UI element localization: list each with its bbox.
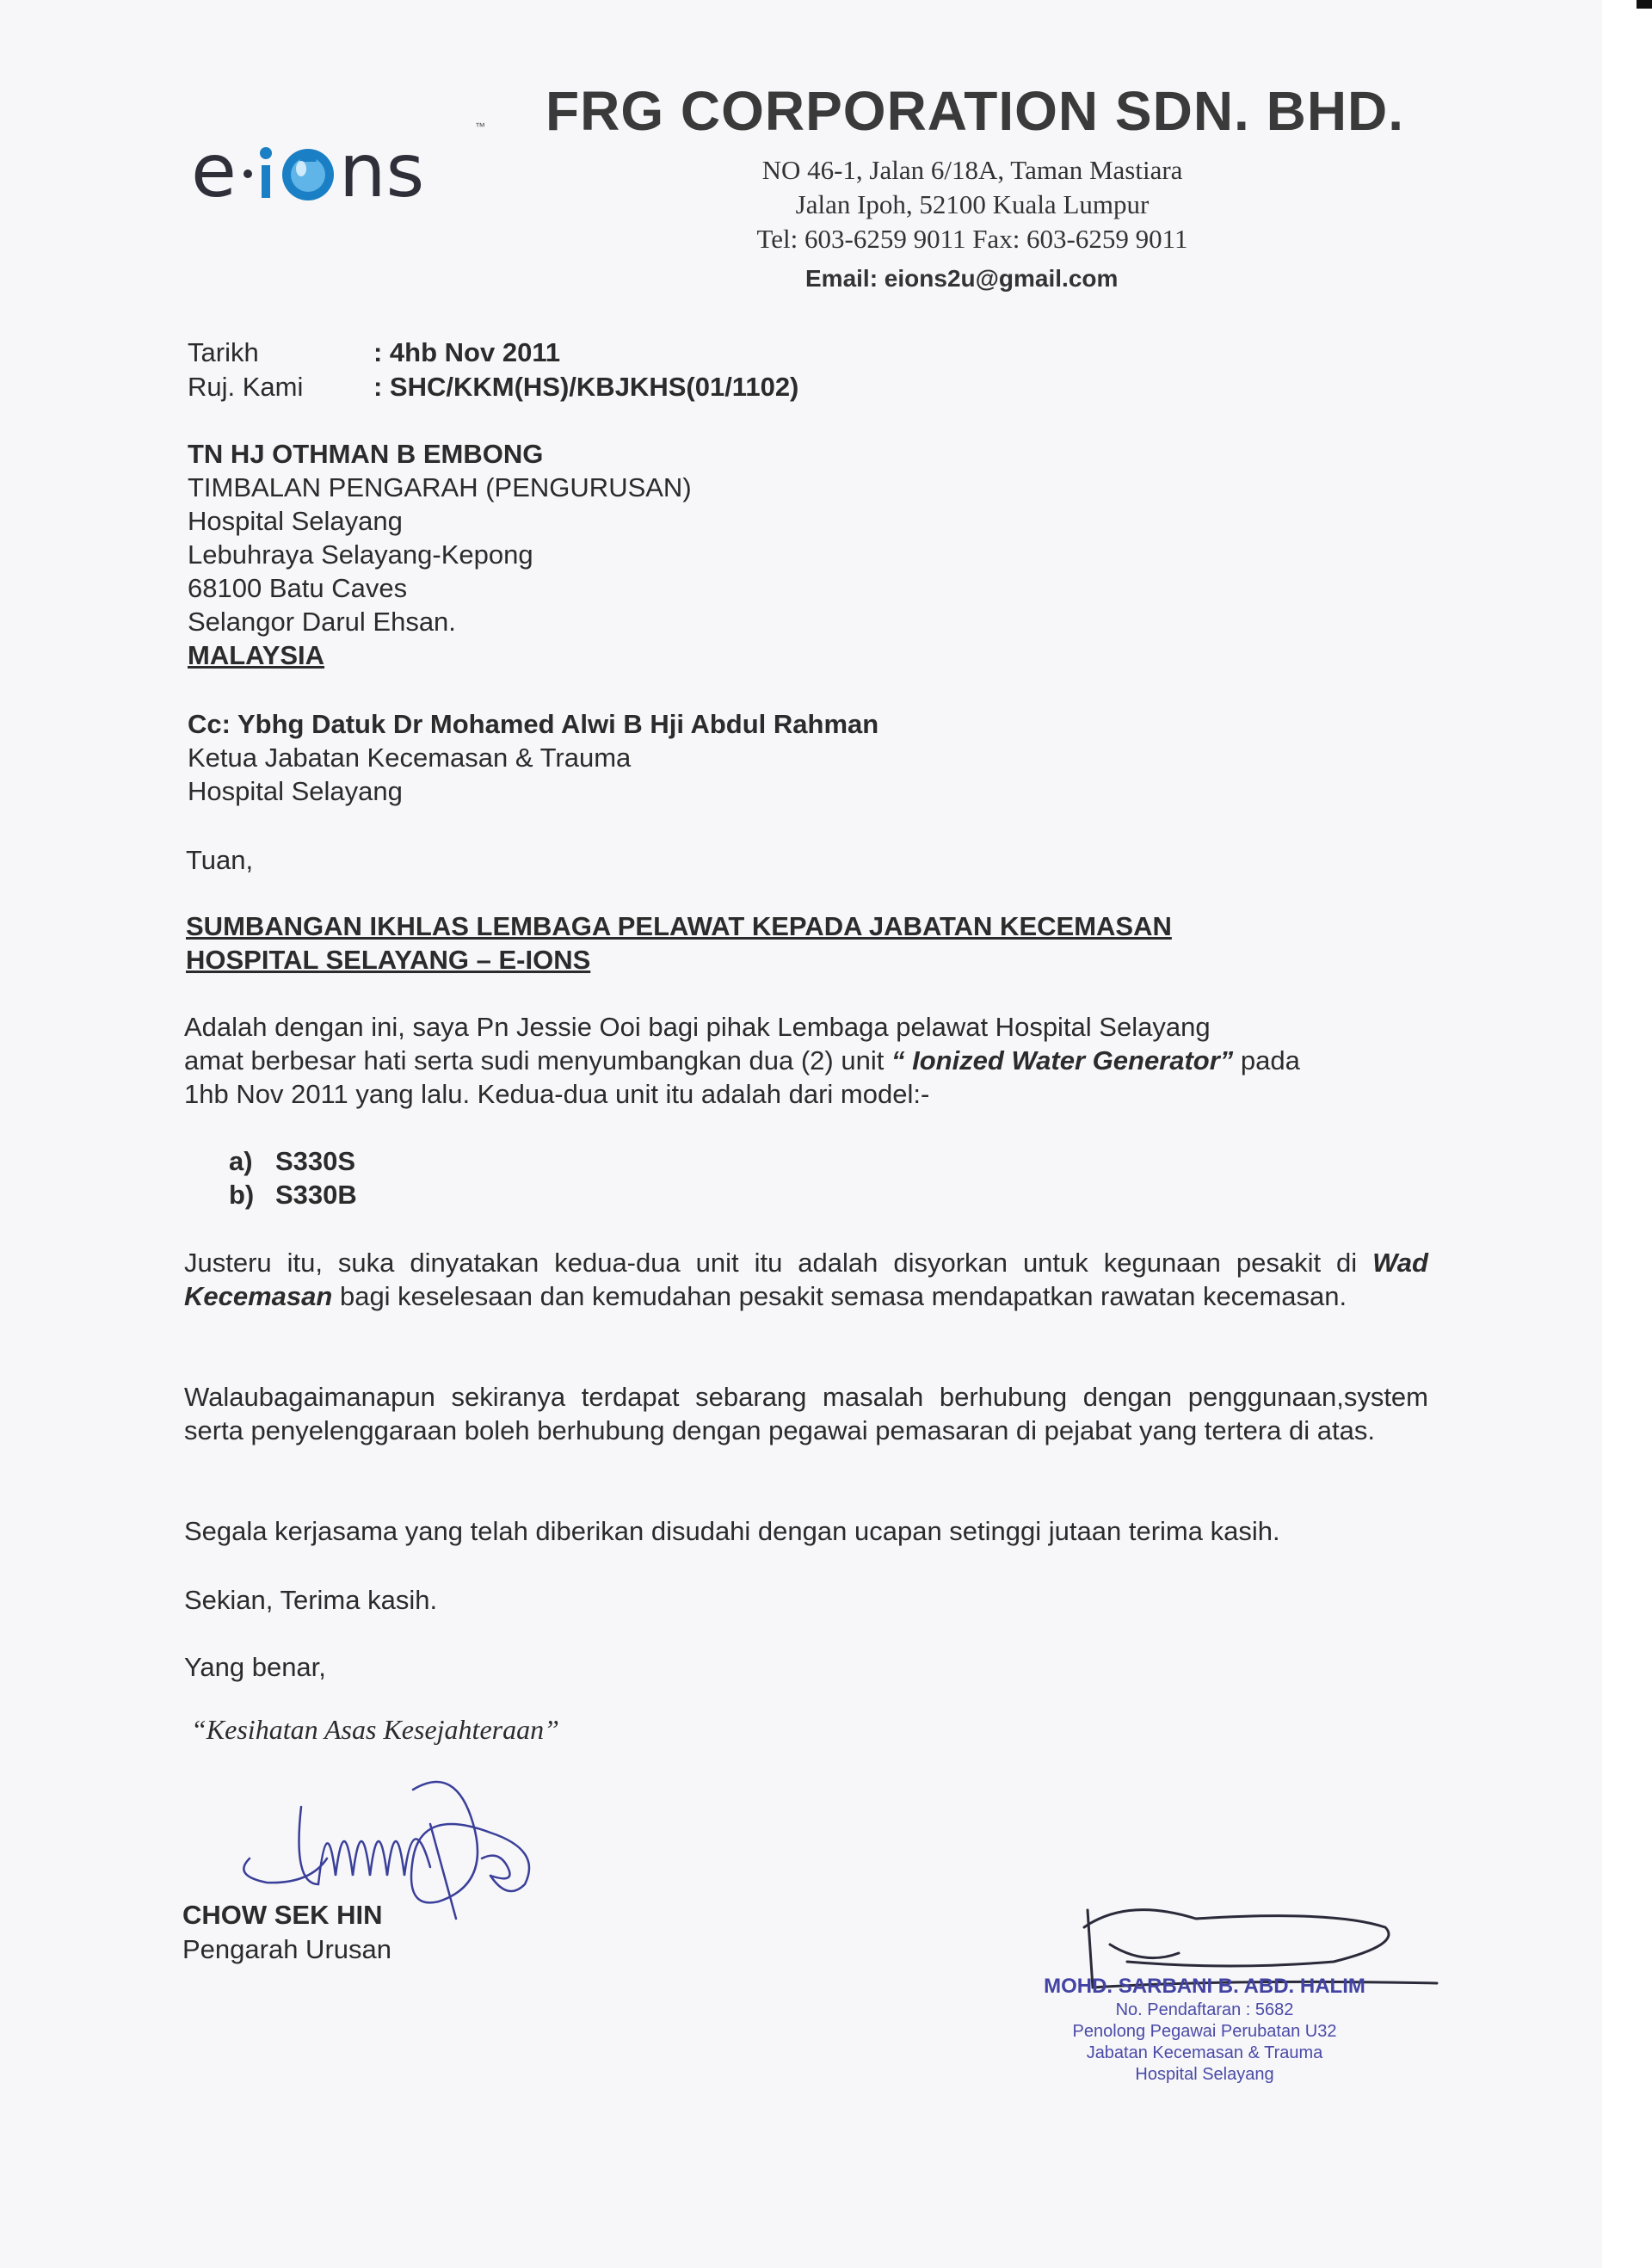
svg-text:ns: ns — [339, 128, 425, 214]
date-row — [188, 337, 560, 368]
model-name: S330B — [275, 1180, 357, 1210]
cc-line: Hospital Selayang — [188, 776, 403, 806]
model-item — [229, 1144, 355, 1178]
body-text: Justeru itu, suka dinyatakan kedua-dua unit itu adalah disyorkan untuk kegunaan pesakit di — [184, 1248, 1373, 1278]
company-email: Email: eions2u@gmail.com — [805, 265, 1119, 292]
body-paragraph-1-line-3: 1hb Nov 2011 yang lalu. Kedua-dua unit itu adalah dari model:- — [184, 1079, 930, 1109]
model-item — [229, 1178, 357, 1211]
recipient-line: Hospital Selayang — [188, 506, 403, 536]
phone-fax: Tel: 603-6259 9011 Fax: 603-6259 9011 — [756, 224, 1188, 254]
company-name: FRG CORPORATION SDN. BHD. — [546, 80, 1405, 142]
cc-name: Cc: Ybhg Datuk Dr Mohamed Alwi B Hji Abdul Rahman — [188, 709, 879, 739]
svg-text:e: e — [191, 128, 237, 214]
salutation: Tuan, — [186, 845, 254, 875]
subject-line-1: SUMBANGAN IKHLAS LEMBAGA PELAWAT KEPADA JABATAN KECEMASAN — [186, 911, 1172, 941]
scan-corner-mark — [1637, 0, 1652, 9]
signatory-title: Pengarah Urusan — [182, 1934, 391, 1964]
stamp-position: Penolong Pegawai Perubatan U32 — [1072, 2022, 1337, 2041]
date-label: Tarikh — [188, 337, 259, 367]
ward-name: Wad Kecemasan — [184, 1248, 1428, 1311]
date-value: : 4hb Nov 2011 — [373, 337, 561, 367]
body-paragraph-1-line-2 — [184, 1044, 1300, 1077]
closing: Yang benar, — [184, 1652, 326, 1682]
company-motto: “Kesihatan Asas Kesejahteraan” — [191, 1714, 559, 1745]
recipient-name: TN HJ OTHMAN B EMBONG — [188, 439, 544, 469]
eions-logo — [191, 120, 484, 215]
eions-logo-graphic — [191, 120, 484, 215]
recipient-line: TIMBALAN PENGARAH (PENGURUSAN) — [188, 472, 692, 502]
recipient-line: Lebuhraya Selayang-Kepong — [188, 539, 533, 570]
body-paragraph-5: Sekian, Terima kasih. — [184, 1585, 438, 1615]
trademark-mark: ™ — [475, 120, 485, 133]
stamp-registration: No. Pendaftaran : 5682 — [1115, 2000, 1294, 2019]
body-paragraph-4: Segala kerjasama yang telah diberikan disudahi dengan ucapan setinggi jutaan terima kasih. — [184, 1516, 1280, 1546]
body-text: bagi keselesaan dan kemudahan pesakit semasa mendapatkan rawatan kecemasan. — [332, 1281, 1347, 1311]
recipient-line: Selangor Darul Ehsan. — [188, 607, 456, 637]
stamp-department: Jabatan Kecemasan & Trauma — [1086, 2043, 1323, 2062]
subject-line-2: HOSPITAL SELAYANG – E-IONS — [186, 945, 591, 975]
stamp-officer-name: MOHD. SARBANI B. ABD. HALIM — [1044, 1975, 1365, 1998]
body-paragraph-3: Walaubagaimanapun sekiranya terdapat sebarang masalah berhubung dengan penggunaan,system serta penyelenggaraan boleh berhubung dengan pegawai pemasaran di pejabat yang tertera di atas. — [184, 1382, 1428, 1445]
body-text: pada — [1233, 1045, 1300, 1075]
body-paragraph-2 — [184, 1246, 1428, 1313]
list-marker: b) — [229, 1180, 255, 1210]
list-marker: a) — [229, 1146, 253, 1176]
model-name: S330S — [275, 1146, 356, 1176]
body-text: amat berbesar hati serta sudi menyumbangkan dua (2) unit — [184, 1045, 891, 1075]
reference-row — [188, 372, 798, 403]
stamp-hospital: Hospital Selayang — [1135, 2065, 1274, 2084]
recipient-line: 68100 Batu Caves — [188, 573, 408, 603]
address-line-2: Jalan Ipoh, 52100 Kuala Lumpur — [795, 189, 1150, 219]
reference-value: : SHC/KKM(HS)/KBJKHS(01/1102) — [373, 372, 799, 402]
scan-margin — [1602, 0, 1652, 2268]
address-line-1: NO 46-1, Jalan 6/18A, Taman Mastiara — [761, 155, 1183, 185]
signatory-name: CHOW SEK HIN — [182, 1900, 383, 1930]
recipient-country: MALAYSIA — [188, 640, 325, 670]
reference-label: Ruj. Kami — [188, 372, 304, 402]
product-name: “ Ionized Water Generator” — [891, 1045, 1234, 1075]
cc-line: Ketua Jabatan Kecemasan & Trauma — [188, 743, 632, 773]
body-paragraph-1-line-1: Adalah dengan ini, saya Pn Jessie Ooi bagi pihak Lembaga pelawat Hospital Selayang — [184, 1012, 1211, 1042]
